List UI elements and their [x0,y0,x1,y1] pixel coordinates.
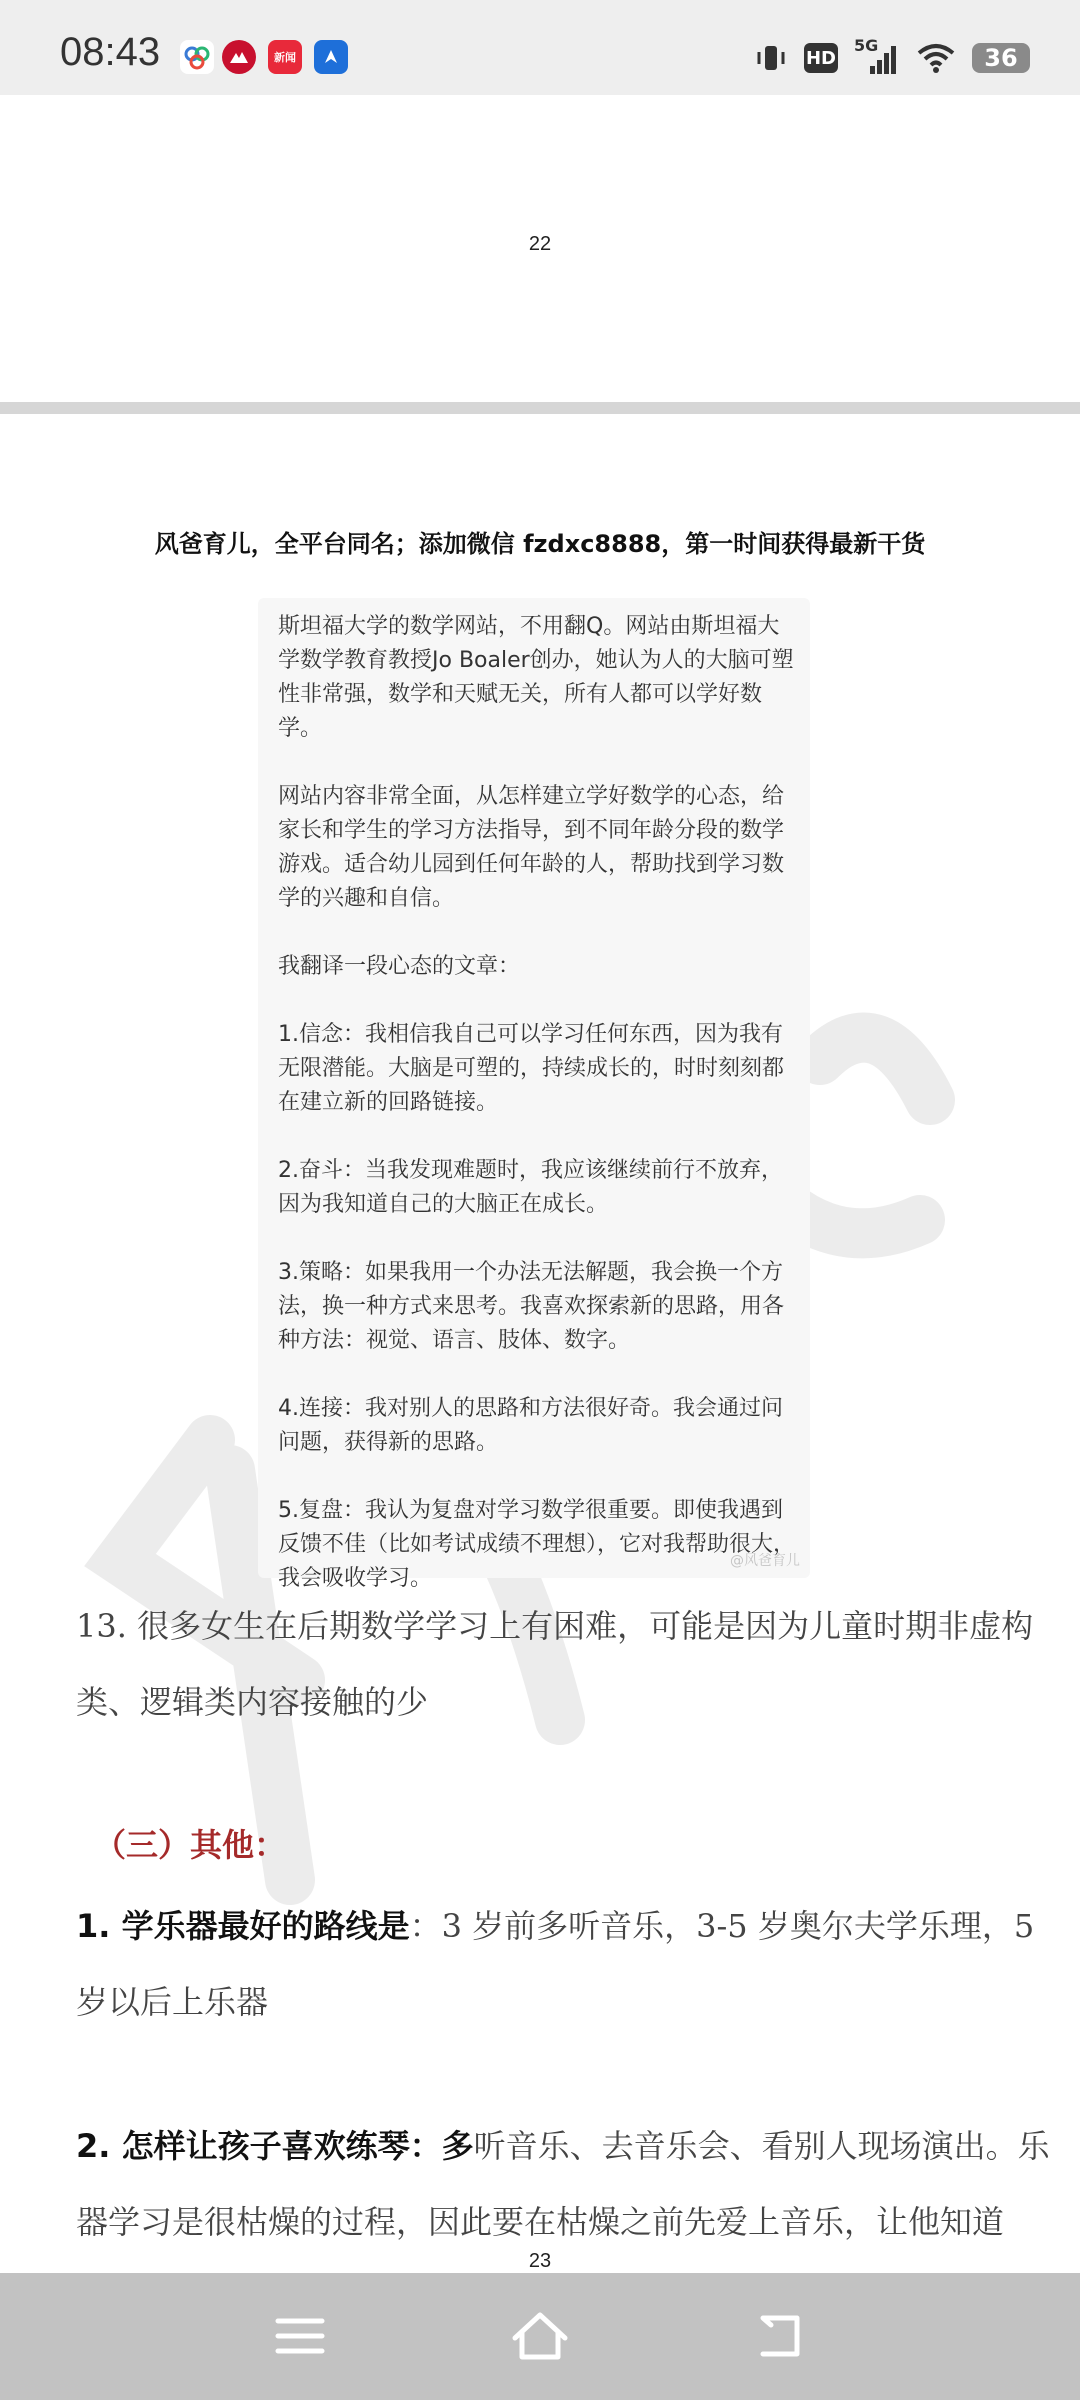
card-text [278,610,798,1630]
card-paragraph: 5.复盘：我认为复盘对学习数学很重要。即使我遇到反馈不佳（比如考试成绩不理想），它对我帮助很大，我会吸收学习。 [278,1498,796,1591]
home-icon [510,2310,570,2362]
section-heading: （三）其他： [94,1826,287,1864]
card-watermark: @风爸育儿 [730,1553,800,1569]
card-paragraph: 网站内容非常全面，从怎样建立学好数学的心态，给家长和学生的学习方法指导，到不同年龄分段的数学游戏。适合幼儿园到任何年龄的人，帮助找到学习数学的兴趣和自信。 [278,784,785,911]
page-divider [0,402,1080,414]
signal-icon [854,36,900,76]
clock: 08:43 [60,30,161,74]
network-type: 5G [854,36,879,55]
hd-badge: HD [804,43,838,73]
battery-icon: 36 [972,43,1030,73]
embedded-card [258,598,810,1591]
card-paragraph: 2.奋斗：当我发现难题时，我应该继续前行不放弃，因为我知道自己的大脑正在成长。 [278,1158,783,1217]
card-paragraph: 斯坦福大学的数学网站，不用翻Q。网站由斯坦福大学数学教育教授Jo Boaler创办，她认为人的大脑可塑性非常强，数学和天赋无关，所有人都可以学好数学。 [278,614,794,741]
home-button[interactable] [495,2301,585,2371]
page-number-bottom: 23 [528,2250,552,2272]
menu-button[interactable] [255,2301,345,2371]
wifi-icon [916,42,956,74]
news-app-icon: 新闻 [268,40,302,74]
mountain-app-icon [222,40,256,74]
card-paragraph: 我翻译一段心态的文章： [278,954,521,979]
navigation-bar [0,2273,1080,2400]
menu-icon [275,2316,325,2356]
back-button[interactable] [735,2301,825,2371]
item-1 [76,1888,1066,2040]
item-2-title: 2. 怎样让孩子喜欢练琴：多 [76,2127,474,2165]
status-icons [754,38,1030,78]
page-22 [0,95,1080,402]
vibrate-icon [754,41,788,75]
card-paragraph: 1.信念：我相信我自己可以学习任何东西，因为我有无限潜能。大脑是可塑的，持续成长的，时时刻刻都在建立新的回路链接。 [278,1022,785,1115]
blue-app-icon [314,40,348,74]
back-icon [755,2313,805,2359]
item-2-text: 听音乐、去音乐会、看别人现场演出。乐器学习是很枯燥的过程，因此要在枯燥之前先爱上音乐，让他知道 [76,2127,1050,2241]
item-1-text: ：3 岁前多听音乐，3-5 岁奥尔夫学乐理，5 岁以后上乐器 [76,1907,1035,2021]
card-paragraph: 4.连接：我对别人的思路和方法很好奇。我会通过问问题，获得新的思路。 [278,1396,783,1455]
item-1-title: 1. 学乐器最好的路线是 [76,1907,410,1945]
item-2 [76,2108,1066,2260]
item-13: 13. 很多女生在后期数学学习上有困难，可能是因为儿童时期非虚构类、逻辑类内容接触的少 [76,1607,1034,1721]
card-paragraph: 3.策略：如果我用一个办法无法解题，我会换一个方法，换一种方式来思考。我喜欢探索新的思路，用各种方法：视觉、语言、肢体、数字。 [278,1260,785,1353]
clover-app-icon [180,40,214,74]
status-bar [0,0,1080,95]
page-number: 22 [528,233,552,255]
page-header: 风爸育儿，全平台同名；添加微信 fzdxc8888，第一时间获得最新干货 [154,530,926,558]
